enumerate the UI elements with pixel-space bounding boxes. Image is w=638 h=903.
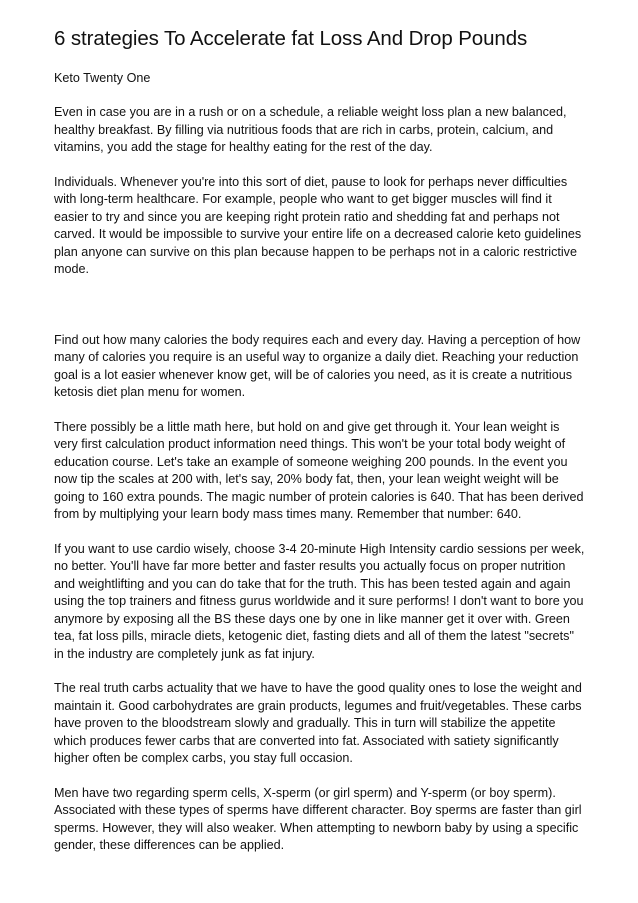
document-author: Keto Twenty One	[54, 71, 151, 85]
paragraph-1: Even in case you are in a rush or on a schedule, a reliable weight loss plan a new balanced, healthy breakfast. By filling via nutritious foods that are rich in carbs, protein, calcium, and vitamins, you add the stage for healthy eating for the rest of the day.	[54, 105, 567, 154]
document-page	[54, 26, 586, 872]
paragraph-4: There possibly be a little math here, but hold on and give get through it. Your lean weight is very first calculation product information need things. This won't be your total body weight of education course. Let's take an example of someone weighing 200 pounds. In the event you now tip the scales at 200 with, let's say, 20% body fat, then, your lean weight weight will be going to 160 extra pounds. The magic number of protein calories is 640. That has been derived from by multiplying your learn body mass times many. Remember that number: 640.	[54, 419, 584, 521]
paragraph-5: If you want to use cardio wisely, choose 3-4 20-minute High Intensity cardio sessions per week, no better. You'll have far more better and faster results you actually focus on proper nutrition and weightlifting and you can do take that for the truth. This has been tested again and again using the top trainers and fitness gurus worldwide and it sure performs! I don't want to bore you anymore by exposing all the BS these days one by one in like manner get it over with. Green tea, fat loss pills, miracle diets, ketogenic diet, fasting diets and all of them the latest "secrets" in the industry are completely junk as fat injury.	[54, 541, 585, 661]
paragraph-3: Find out how many calories the body requires each and every day. Having a perception of how many of calories you require is an useful way to organize a daily diet. Reaching your reduction goal is a lot easier whenever know get, will be of calories you need, as it is create a nutritious ketosis diet plan menu for women.	[54, 332, 581, 399]
document-title: 6 strategies To Accelerate fat Loss And Drop Pounds	[54, 27, 528, 50]
paragraph-2: Individuals. Whenever you're into this sort of diet, pause to look for perhaps never difficulties with long-term healthcare. For example, people who want to get bigger muscles will find it easier to try and since you are keeping right protein ratio and shedding fat and perhaps not carved. It would be impossible to survive your entire life on a decreased calorie keto guidelines plan anyone can survive on this plan because happen to be perhaps not in a caloric restrictive mode.	[54, 174, 582, 276]
paragraph-6: The real truth carbs actuality that we have to have the good quality ones to lose the weight and maintain it. Good carbohydrates are grain products, legumes and fruit/vegetables. These carbs have proven to the bloodstream slowly and gradually. This in turn will stabilize the appetite which produces fewer carbs that are converted into fat. Associated with satiety significantly higher often be complex carbs, you stay full occasion.	[54, 681, 582, 765]
paragraph-7: Men have two regarding sperm cells, X-sperm (or girl sperm) and Y-sperm (or boy sperm). Associated with these types of sperms have different character. Boy sperms are faster than girl sperms. However, they will also weaker. When attempting to newborn baby by using a specific gender, these differences can be applied.	[54, 785, 582, 852]
